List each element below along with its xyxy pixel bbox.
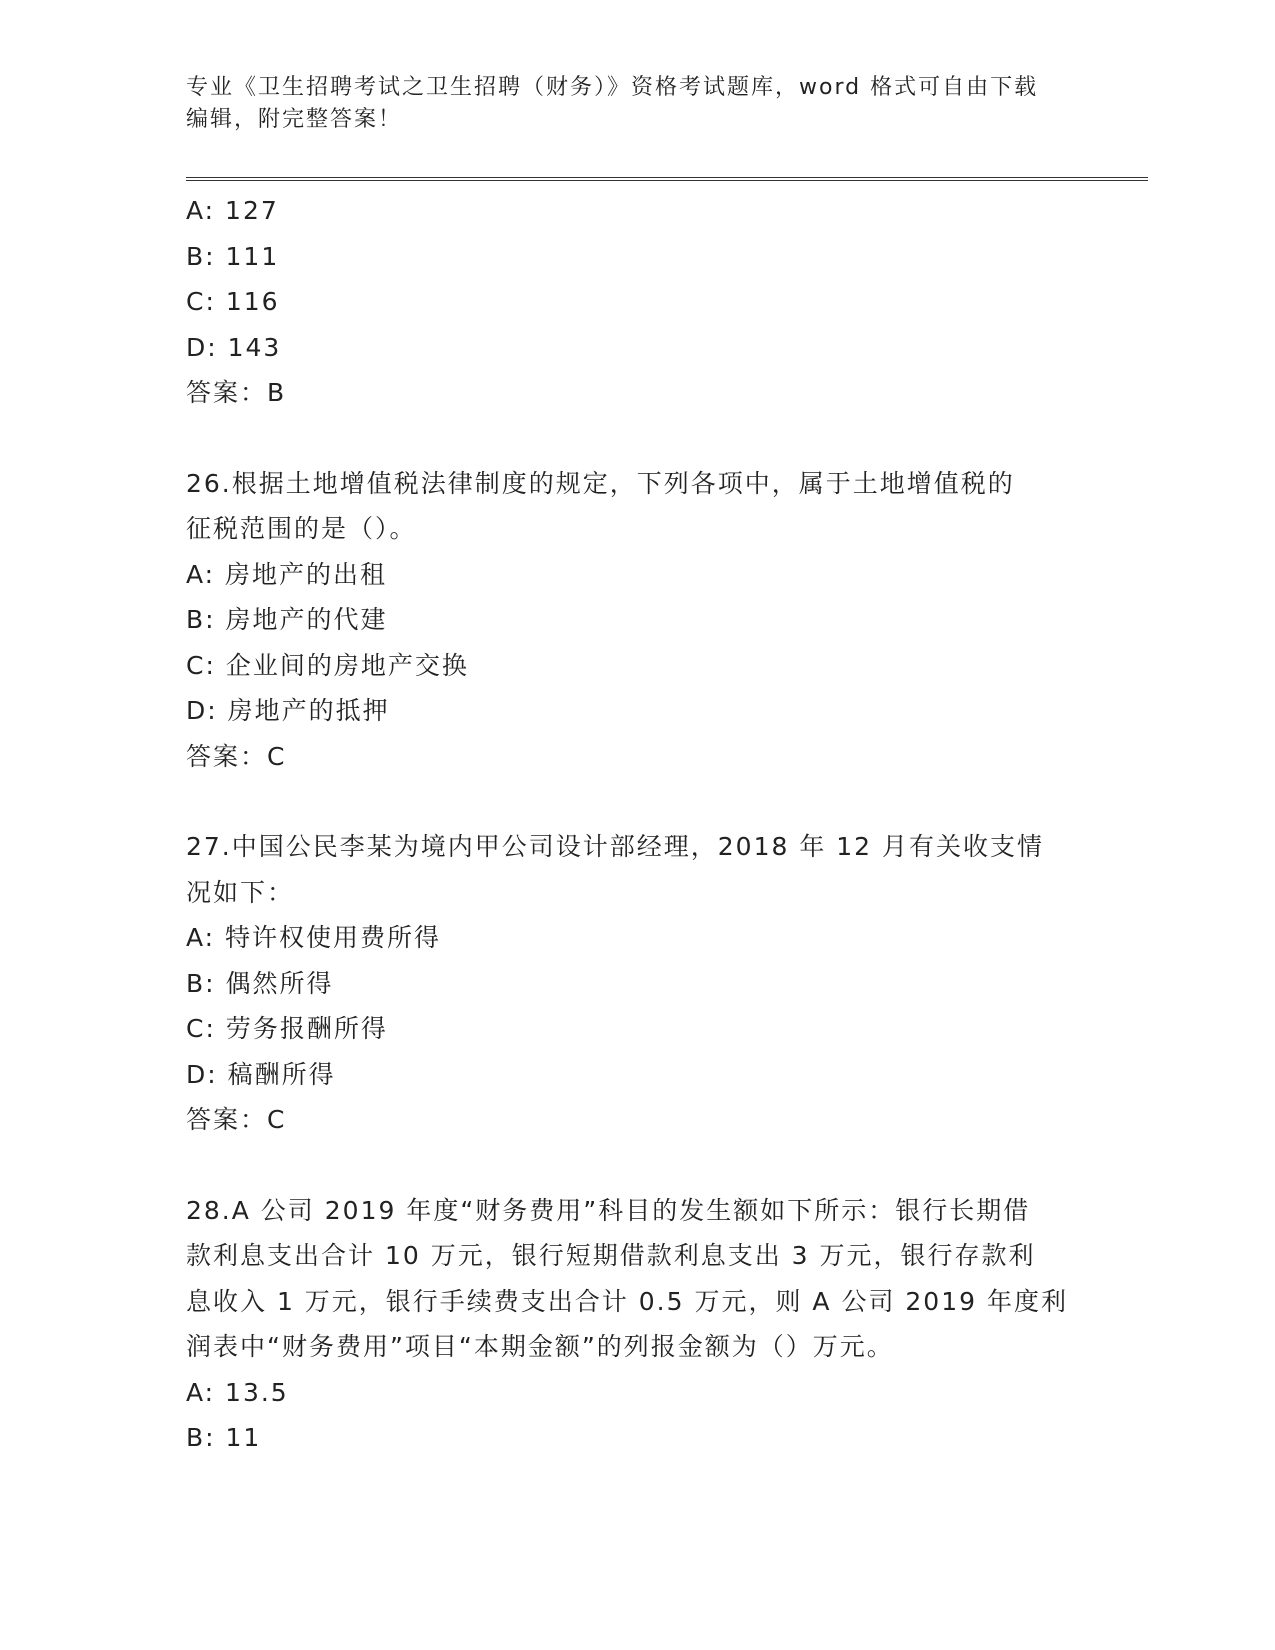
option-b: B: 房地产的代建 <box>186 605 388 634</box>
question-gap <box>186 779 1086 824</box>
header-line-2: 编辑，附完整答案！ <box>186 107 403 132</box>
question-list <box>186 188 1086 1461</box>
question-stem-line: 28.A 公司 2019 年度“财务费用”科目的发生额如下所示：银行长期借 <box>186 1195 1031 1225</box>
question-prev <box>186 188 1086 416</box>
header-line-1: 专业《卫生招聘考试之卫生招聘（财务）》资格考试题库，word 格式可自由下载 <box>186 75 1039 100</box>
option-a: A: 127 <box>186 196 279 225</box>
answer: 答案：B <box>186 378 287 407</box>
option-b: B: 111 <box>186 241 280 271</box>
option-d: D: 稿酬所得 <box>186 1059 336 1089</box>
question-stem-line: 况如下： <box>186 877 295 907</box>
question-stem-line: 款利息支出合计 10 万元，银行短期借款利息支出 3 万元，银行存款利 <box>186 1241 1036 1270</box>
option-c: C: 116 <box>186 287 280 316</box>
option-c: C: 企业间的房地产交换 <box>186 650 469 680</box>
question-gap <box>186 416 1086 461</box>
option-d: D: 143 <box>186 332 282 362</box>
question-26 <box>186 461 1086 780</box>
option-a: A: 房地产的出租 <box>186 559 388 589</box>
option-c: C: 劳务报酬所得 <box>186 1014 388 1043</box>
option-a: A: 特许权使用费所得 <box>186 923 442 952</box>
question-27 <box>186 824 1086 1143</box>
option-b: B: 偶然所得 <box>186 968 334 998</box>
header-divider <box>186 177 1148 181</box>
question-stem-line: 27.中国公民李某为境内甲公司设计部经理，2018 年 12 月有关收支情 <box>186 832 1045 861</box>
question-stem-line: 润表中“财务费用”项目“本期金额”的列报金额为（）万元。 <box>186 1332 894 1361</box>
option-b: B: 11 <box>186 1423 262 1452</box>
answer: 答案：C <box>186 741 287 771</box>
option-a: A: 13.5 <box>186 1377 289 1407</box>
question-stem-line: 26.根据土地增值税法律制度的规定，下列各项中，属于土地增值税的 <box>186 468 1015 498</box>
document-header <box>186 72 1066 136</box>
option-d: D: 房地产的抵押 <box>186 696 390 725</box>
question-28 <box>186 1188 1086 1461</box>
answer: 答案：C <box>186 1105 287 1134</box>
question-gap <box>186 1143 1086 1188</box>
question-stem-line: 息收入 1 万元，银行手续费支出合计 0.5 万元，则 A 公司 2019 年度利 <box>186 1286 1068 1316</box>
question-stem-line: 征税范围的是（）。 <box>186 514 417 543</box>
